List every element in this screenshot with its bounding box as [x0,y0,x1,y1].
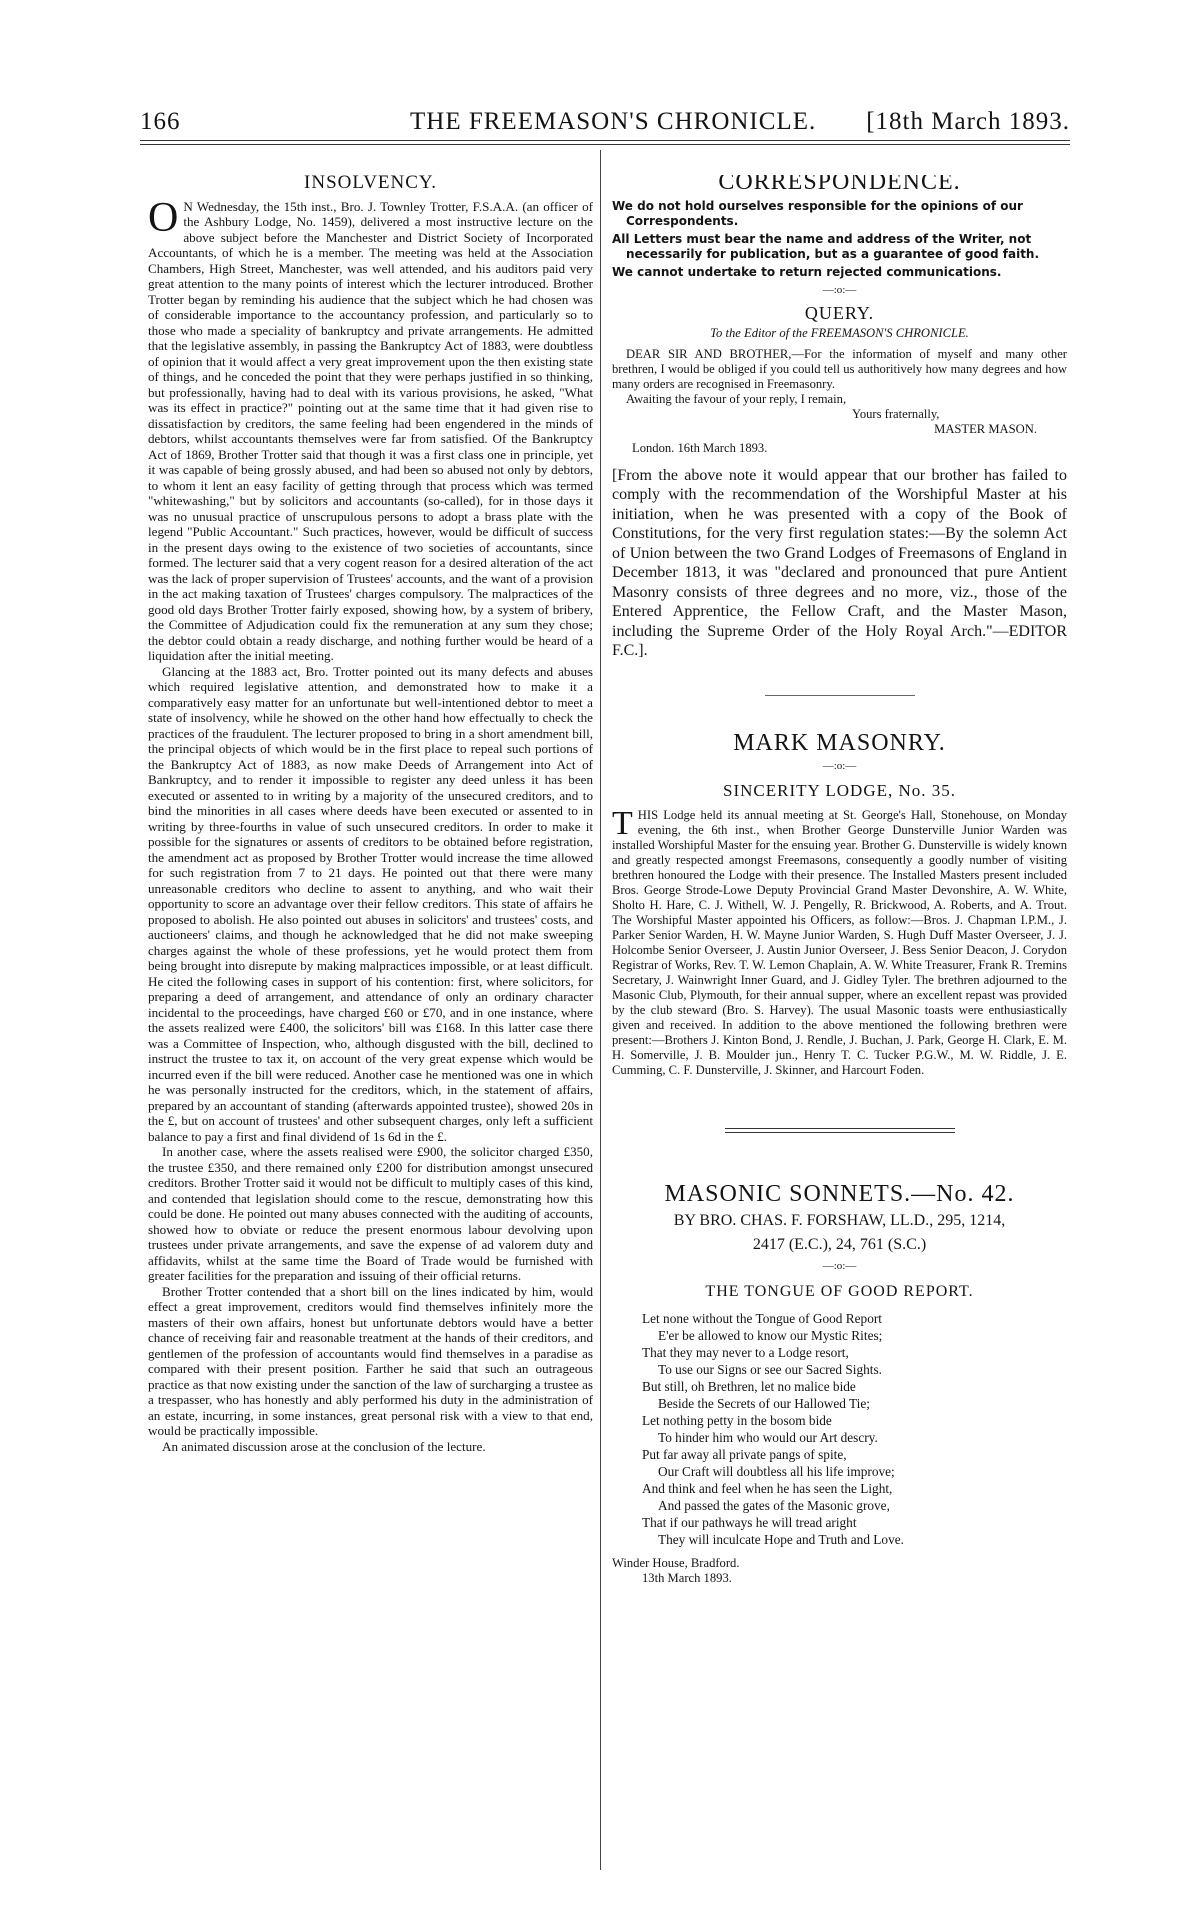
insolvency-paragraph: An animated discussion arose at the conclusion of the lecture. [162,1438,486,1454]
letter-signature: MASTER MASON. [934,421,1037,436]
header-rule-thin [140,144,1070,145]
page-header [140,104,1070,142]
sonnet-signoff-date: 13th March 1893. [642,1570,732,1585]
letter-addressee: To the Editor of the FREEMASON'S CHRONICLE. [710,325,969,340]
sonnet-byline: BY BRO. CHAS. F. FORSHAW, LL.D., 295, 1214, [673,1211,1006,1229]
letter-body: DEAR SIR AND BROTHER,—For the information of myself and many other brethren, I would be obliged if you could tell us authoritively how many degrees and how many orders are recognised in Freemasonry. [612,346,1067,391]
mark-masonry-heading: MARK MASONRY. [733,729,946,756]
poem-line: And passed the gates of the Masonic grove, [658,1497,890,1513]
insolvency-paragraph: In another case, where the assets realised were £900, the solicitor charged £350, the trustee £350, and there remained only £200 for distribution amongst unsecured creditors. Brother Trotter said it would not be difficult to multiply cases of this kind, and contended that legislation should come to the rescue, demonstrating how this could be done. He pointed out many abuses connected with the auditing of accounts, showed how to obviate or reduce the present enormous labour devolving upon trustees under private arrangements, and save the expense of ad valorem duty and affidavits, whilst at the same time the Board of Trade would be furnished with greater facilities for the preparation and issuing of their official returns. [148,1144,593,1283]
column-divider [600,150,601,1870]
poem-line: And think and feel when he has seen the Light, [642,1480,893,1496]
separator: —:o:— [822,283,857,296]
poem-line: They will inculcate Hope and Truth and Love. [658,1531,904,1547]
sonnet-signoff-place: Winder House, Bradford. [612,1555,740,1570]
query-heading: QUERY. [804,303,875,323]
sonnet-byline-lodges: 2417 (E.C.), 24, 761 (S.C.) [752,1235,927,1253]
poem-line: Beside the Secrets of our Hallowed Tie; [658,1395,870,1411]
page-number: 166 [140,108,181,135]
insolvency-paragraph: Brother Trotter contended that a short bill on the lines indicated by him, would effect a great improvement, creditors would find themselves infinitely more the masters of their own affairs, honest but unfortunate debtors would have a better chance of receiving fair and reasonable treatment at the hands of their creditors, and gentlemen of the profession of accountants would find themselves in a paradise as compared with their present position. Farther he said that such an outrageous practice as that now existing under the sanction of the law of surcharging a trustee as a trespasser, who has honestly and ably performed his duty in the administration of an estate, incurring, in some instances, great personal risk with a view to that end, would be practically impossible. [148,1283,593,1438]
poem-line: Let none without the Tongue of Good Report [642,1310,882,1326]
issue-date: [18th March 1893. [866,108,1070,135]
header-rule [140,140,1070,141]
notice-item: We cannot undertake to return rejected communications. [612,264,1002,279]
poem-line: That they may never to a Lodge resort, [642,1344,849,1360]
sonnets-heading: MASONIC SONNETS.—No. 42. [664,1181,1015,1207]
poem-line: Put far away all private pangs of spite, [642,1446,847,1462]
letter-place-date: London. 16th March 1893. [632,440,768,455]
section-divider-double [725,1128,955,1133]
insolvency-paragraph: O N Wednesday, the 15th inst., Bro. J. Townley Trotter, F.S.A.A. (an officer of the Ashbury Lodge, No. 1459), delivered a most instructive lecture on the above subject before the Manchester and District Society of Incorporated Accountants, of which he is a member. The meeting was held at the Association Chambers, High Street, Manchester, was well attended, and his auditors paid very great attention to the many points of interest which the lecturer introduced. Brother Trotter began by reminding his audience that the subject which he had chosen was of considerable importance to the accountancy profession, and particularly so to those who made a speciality of bankruptcy and private arrangements. He admitted that the legislative assembly, in passing the Bankruptcy Act of 1883, were doubtless of opinion that it would affect a very great improvement upon the then existing state of things, and he conceded the point that they were perhaps justified in so thinking, but professionally, having had to deal with its various provisions, he asked, "What was its effect in practice?" pointing out at the same time that it had given rise to dissatisfaction by creditors, the same feeling had been engendered in the minds of debtors, whilst accountants themselves were far from satisfied. Of the Bankruptcy Act of 1869, Brother Trotter said that though it was a first class one in principle, yet it was capable of being grossly abused, and had been so abused not only by debtors, to whom it lent an easy facility of getting through that process which was termed "whitewashing," but by solicitors and accountants (so-called), for in those days it was no unusual practice of unscrupulous persons to adopt a brass plate with the legend "Public Accountant." Such practices, however, would be difficult of success in the present days owing to the existence of two societies of accountants, since formed. The lecturer said that a very cogent reason for a desired alteration of the act was the lack of proper supervision of Trustees' accounts, and the want of a provision in the act making taxation of Trustees' charges compulsory. The malpractices of the good old days Brother Trotter fairly exposed, showing how, by a system of bribery, the Committee of Adjudication could fix the remuneration at any sum they chose; the debtor could obtain a ready discharge, and nothing further would be heard of a liquidation after the initial meeting. [148,194,593,663]
drop-cap: T [612,805,633,842]
insolvency-heading: INSOLVENCY. [304,175,437,193]
editorial-note: [From the above note it would appear that our brother has failed to comply with the recommendation of the Worshipful Master at his initiation, when he was presented with a copy of the Book of Constitutions, for the very first regulation states:—By the solemn Act of Union between the two Grand Lodges of Freemasons of England in December 1813, it was "declared and pronounced that pure Antient Masonry consists of three degrees and no more, viz., those of the Entered Apprentice, the Fellow Craft, and the Master Mason, including the Supreme Order of the Holy Royal Arch."—EDITOR F.C.]. [612,466,1067,659]
lodge-name: SINCERITY LODGE, No. 35. [722,780,957,800]
correspondence-heading: CORRESPONDENCE. [718,175,961,195]
poem-line: To hinder him who would our Art descry. [658,1429,878,1445]
poem-line: Let nothing petty in the bosom bide [642,1412,832,1428]
poem-line: Our Craft will doubtless all his life improve; [658,1463,895,1479]
section-divider [765,695,915,696]
right-column [612,175,1067,1835]
insolvency-paragraph: Glancing at the 1883 act, Bro. Trotter pointed out its many defects and abuses which required legislative attention, and demonstrated how to make it a comparatively easy matter for an unfortunate but well-intentioned debtor to meet a state of insolvency, while he showed on the other hand how effectually to check the practices of the fraudulent. The lecturer proposed to bring in a short amendment bill, the principal objects of which would be in the first place to repeal such portions of the Bankruptcy Act of 1883, as now make Deeds of Arrangement into Act of Bankruptcy, and to render it impossible to register any deed unless it has been executed or assented to in writing by a majority of the unsecured creditors, and to bind the minorities in all cases where deeds have been executed or assented to in writing by three-fourths in value of such unsecured creditors. In order to make it possible for the signatures or assents of creditors to be obtained before registration, the amendment act as proposed by Brother Trotter would increase the time allowed for such registration from 7 to 21 days. He pointed out that there were many unreasonable creditors who decline to assent to anything, and who wait their opportunity to score an advantage over their fellow creditors. This state of affairs he proposed to abolish. He also pointed out abuses in solicitors' and trustees' costs, and auctioneers' claims, and though he acknowledged that he did not make sweeping charges against the whole of these professions, yet he would protect them from being brought into disrepute by making malpractices impossible, or at least difficult. He cited the following cases in support of his contention: first, where solicitors, for preparing a deed of arrangement, and attendance of only an ordinary character incidental to the proceedings, have charged £60 or £70, and in one instance, where the assets realized were £400, the solicitors' bill was £168. In this latter case there was a Committee of Inspection, who, although disgusted with the bill, declined to instruct the trustee to tax it, on account of the very great expense which would be incurred even if the bill were reduced. Another case he mentioned was one in which he was personally instructed for the creditors, which, in the statement of affairs, prepared by an accountant of standing (afterwards appointed trustee), showed 20s in the £, but on account of trustees' and other subsequent charges, only left a sufficient balance to pay a first and final dividend of 1s 6d in the £. [148,663,593,1144]
editorial-notices [612,199,1067,280]
publication-title: THE FREEMASON'S CHRONICLE. [410,108,817,135]
letter-valediction: Yours fraternally, [852,406,940,421]
letter-closing: Awaiting the favour of your reply, I remain, [626,391,847,406]
drop-cap: O [148,194,179,241]
lodge-report: THIS Lodge held its annual meeting at St. George's Hall, Stonehouse, on Monday evening, the 6th inst., when Brother George Dunsterville Junior Warden was installed Worshipful Master for the ensuing year. Brother G. Dunsterville is widely known and greatly respected amongst Freemasons, consequently a goodly number of visiting brethren honoured the Lodge with their presence. The Installed Masters present included Bros. George Strode-Lowe Deputy Provincial Grand Master Devonshire, A. W. White, Sholto H. Hare, C. J. Withell, W. J. Pengelly, R. Brickwood, A. Roberts, and A. Trout. The Worshipful Master appointed his Officers, as follow:—Bros. J. Chapman I.P.M., J. Parker Senior Warden, H. W. Mayne Junior Warden, S. Hugh Duff Master Overseer, J. J. Holcombe Senior Overseer, J. Austin Junior Overseer, J. Bess Senior Deacon, J. Corydon Registrar of Works, Rev. T. W. Lemon Chaplain, A. W. White Treasurer, Frank R. Tremins Secretary, J. Wainwright Inner Guard, and J. Gidley Tyler. The brethren adjourned to the Masonic Club, Plymouth, for their annual supper, where an excellent repast was provided by the club steward (Bro. S. Harvey). The usual Masonic toasts were enthusiastically given and received. In addition to the above mentioned the following brethren were present:—Brothers J. Kinton Bond, J. Rendle, J. Buchan, J. Park, George H. Clark, E. M. H. Somerville, J. B. Moulder jun., Henry T. C. Tucker P.G.W., M. W. Riddle, J. E. Cumming, C. F. Dunsterville, J. Skinner, and Harcourt Foden. [612,805,1067,1077]
left-column [148,175,593,1865]
notice-item: We do not hold ourselves responsible for the opinions of our Correspondents. [612,198,1023,228]
poem-title: THE TONGUE OF GOOD REPORT. [705,1283,974,1300]
separator: —:o:— [822,760,857,772]
poem [642,1310,1067,1548]
notice-item: All Letters must bear the name and address of the Writer, not necessarily for publication, but as a guarantee of good faith. [612,231,1040,261]
poem-line: That if our pathways he will tread aright [642,1514,857,1530]
separator: —:o:— [822,1259,857,1272]
poem-line: E'er be allowed to know our Mystic Rites; [658,1327,883,1343]
poem-line: But still, oh Brethren, let no malice bide [642,1378,856,1394]
poem-line: To use our Signs or see our Sacred Sights. [658,1361,882,1377]
